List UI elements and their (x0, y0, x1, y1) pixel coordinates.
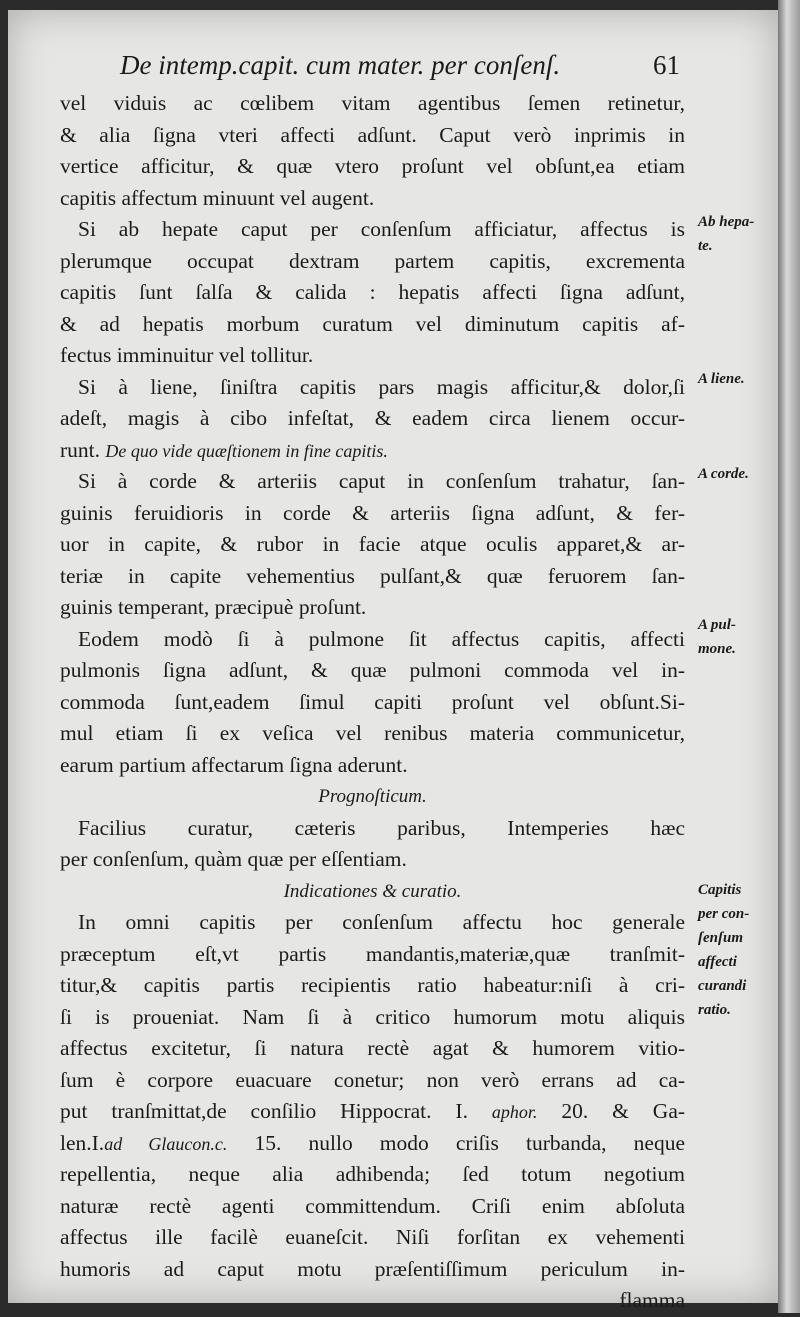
text-line: fectus imminuitur vel tollitur. (60, 343, 314, 367)
text-line: commoda ſunt,eadem ſimul capiti proſunt vel obſunt.Si- (60, 689, 685, 714)
text-line (60, 1096, 685, 1128)
text-line: In omni capitis per conſenſum affectu hoc generale (78, 910, 685, 934)
section-heading: Indicationes & curatio. (283, 880, 462, 902)
text-line: guinis feruidioris in corde & arteriis ſigna adſunt, & fer- (60, 500, 685, 525)
text-fragment: 20. & Ga- (537, 1099, 686, 1123)
text-line: per conſenſum, quàm quæ per eſſentiam. (60, 847, 407, 871)
margin-note-line: A corde. (698, 466, 749, 482)
text-line: Si à corde & arteriis caput in conſenſum trahatur, ſan- (78, 469, 685, 493)
margin-note-ab-hepate (698, 210, 778, 258)
text-line: præceptum eſt,vt partis mandantis,materiæ,quæ tranſmit- (60, 941, 685, 966)
margin-note-line: Ab hepa- (698, 214, 755, 230)
text-line: vel viduis ac cœlibem vitam agentibus ſemen retinetur, (60, 91, 685, 115)
margin-note-line: A liene. (698, 371, 745, 387)
margin-note-line: affecti (698, 954, 737, 970)
text-line: capitis affectum minuunt vel augent. (60, 185, 375, 210)
citation-aphor: aphor. (491, 1102, 538, 1122)
margin-note-line: te. (698, 238, 713, 254)
text-line: ſi is proueniat. Nam ſi à critico humorum motu aliquis (60, 1004, 685, 1029)
page-number: 61 (653, 50, 680, 80)
text-line: Si ab hepate caput per conſenſum afficiatur, affectus is (78, 217, 685, 241)
text-fragment: 15. nullo modo criſis turbanda, neque (227, 1130, 685, 1155)
margin-note-line: A pul- (698, 617, 736, 633)
text-fragment: runt. (60, 437, 101, 462)
text-line: Eodem modò ſi à pulmone ſit affectus capitis, affecti (78, 626, 685, 651)
margin-note-line: Capitis (698, 882, 742, 898)
margin-note-a-corde (698, 462, 778, 486)
text-line: Facilius curatur, cæteris paribus, Intemperies hæc (78, 815, 685, 840)
body-text (60, 88, 685, 1317)
text-fragment: put tranſmittat,de conſilio Hippocrat. I. (60, 1099, 468, 1123)
section-heading: Prognoſticum. (318, 786, 427, 807)
margin-note-capitis (698, 878, 778, 1022)
text-line: & alia ſigna vteri affecti adſunt. Caput verò inprimis in (60, 122, 685, 147)
text-line: humoris ad caput motu præſentiſſimum periculum in- (60, 1256, 685, 1281)
text-line: guinis temperant, præcipuè proſunt. (60, 595, 367, 619)
page-edge (778, 0, 800, 1313)
text-line: affectus excitetur, ſi natura rectè agat & humorem vitio- (60, 1036, 685, 1060)
text-line: & ad hepatis morbum curatum vel diminutum capitis af- (60, 311, 685, 336)
text-fragment: len.I. (60, 1130, 105, 1155)
running-header (120, 50, 680, 81)
text-line: Si à liene, ſiniſtra capitis pars magis afficitur,& dolor,ſi (78, 374, 685, 399)
text-line: affectus ille facilè euaneſcit. Niſi forſitan ex vehementi (60, 1225, 685, 1249)
catchword: flamma (619, 1288, 685, 1312)
text-line (60, 435, 685, 467)
text-line: pulmonis ſigna adſunt, & quæ pulmoni commoda vel in- (60, 658, 685, 682)
text-line: ſum è corpore euacuare conetur; non verò errans ad ca- (60, 1067, 685, 1092)
running-title: De intemp.capit. cum mater. per conſenſ. (120, 50, 561, 80)
text-line: vertice afficitur, & quæ vtero proſunt vel obſunt,ea etiam (60, 154, 685, 178)
text-line: mul etiam ſi ex veſica vel renibus materia communicetur, (60, 721, 685, 745)
margin-note-line: ſenſum (698, 930, 743, 946)
book-page (8, 10, 778, 1312)
text-line: naturæ rectè agenti committendum. Criſi enim abſoluta (60, 1193, 685, 1218)
margin-note-line: mone. (698, 641, 736, 657)
cross-reference: De quo vide quæſtionem in fine capitis. (105, 440, 388, 461)
text-line (60, 1128, 685, 1160)
margin-note-line: per con- (698, 906, 750, 922)
text-line: adeſt, magis à cibo infeſtat, & eadem circa lienem occur- (60, 406, 685, 430)
citation-glaucon: ad Glaucon.c. (104, 1133, 228, 1154)
text-line: uor in capite, & rubor in facie atque oculis apparet,& ar- (60, 532, 685, 556)
margin-note-a-liene (698, 367, 778, 391)
text-line: earum partium affectarum ſigna aderunt. (60, 752, 408, 777)
margin-note-a-pulmone (698, 613, 778, 661)
text-line: capitis ſunt ſalſa & calida : hepatis affecti ſigna adſunt, (60, 280, 685, 304)
text-line: titur,& capitis partis recipientis ratio habeatur:niſi à cri- (60, 973, 685, 997)
text-line: repellentia, neque alia adhibenda; ſed totum negotium (60, 1162, 685, 1186)
text-line: teriæ in capite vehementius pulſant,& quæ feruorem ſan- (60, 563, 685, 588)
margin-note-line: curandi (698, 978, 747, 994)
margin-note-line: ratio. (698, 1002, 731, 1018)
text-line: plerumque occupat dextram partem capitis, excrementa (60, 248, 685, 273)
